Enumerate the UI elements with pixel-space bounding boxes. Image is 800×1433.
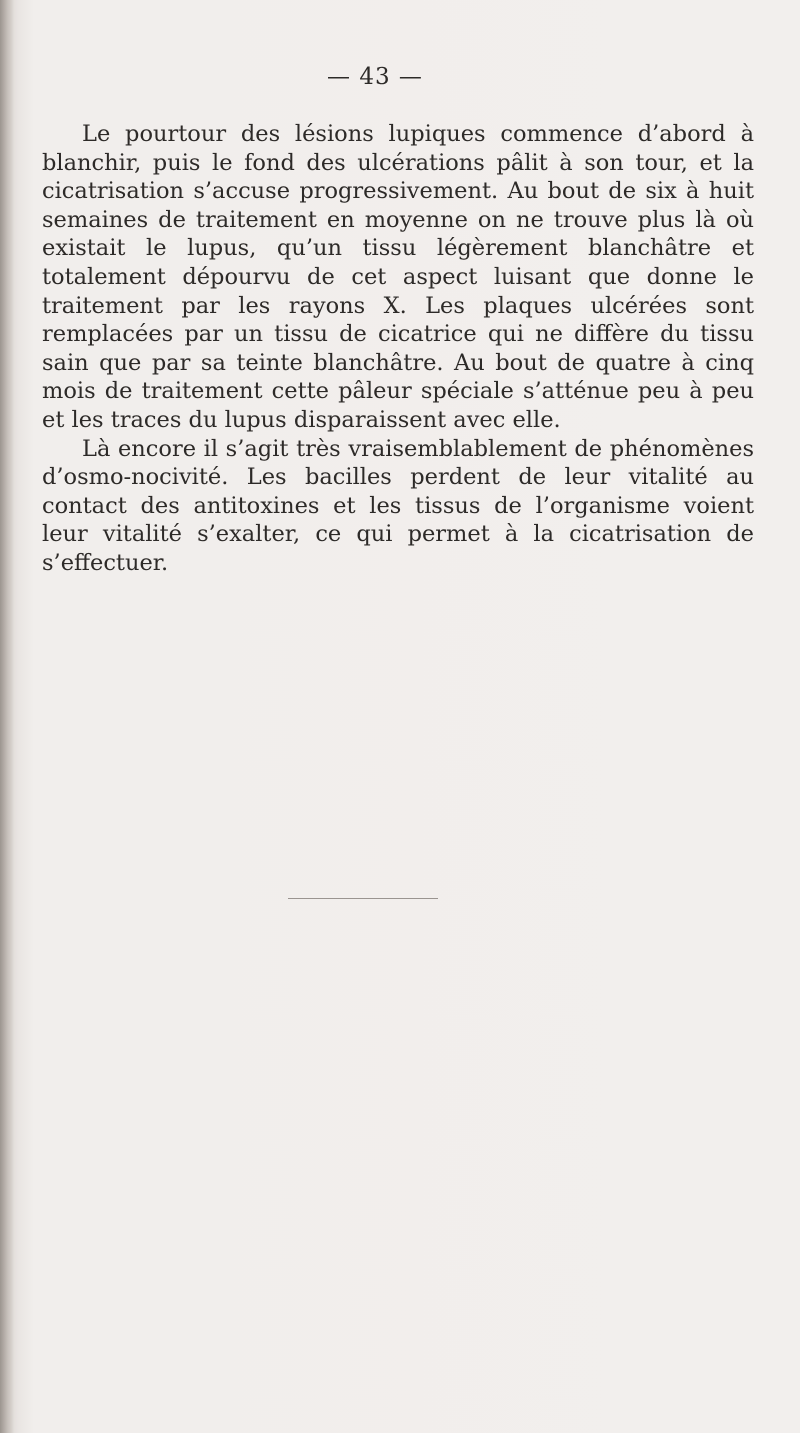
binding-edge [0,0,14,1433]
body-text [42,120,754,578]
paragraph-1: Le pourtour des lésions lupiques commence d’abord à blanchir, puis le fond des ulcérations pâlit à son tour, et la cicatrisation s’accuse progressivement. Au bout de six à huit semaines de traitement en moyenne on ne trouve plus là où existait le lupus, qu’un tissu légèrement blanchâtre et totalement dépourvu de cet aspect luisant que donne le traitement par les rayons X. Les plaques ulcérées sont remplacées par un tissu de cicatrice qui ne diffère du tissu sain que par sa teinte blanchâtre. Au bout de quatre à cinq mois de traitement cette pâleur spéciale s’atténue peu à peu et les traces du lupus disparaissent avec elle. [42,121,754,433]
paragraph-2: Là encore il s’agit très vraisemblablement de phénomènes d’osmo-nocivité. Les bacilles perdent de leur vitalité au contact des antitoxines et les tissus de l’organisme voient leur vitalité s’exalter, ce qui permet à la cicatrisation de s’effectuer. [42,435,754,576]
end-rule [288,898,438,899]
page-number: — 43 — [327,64,423,90]
